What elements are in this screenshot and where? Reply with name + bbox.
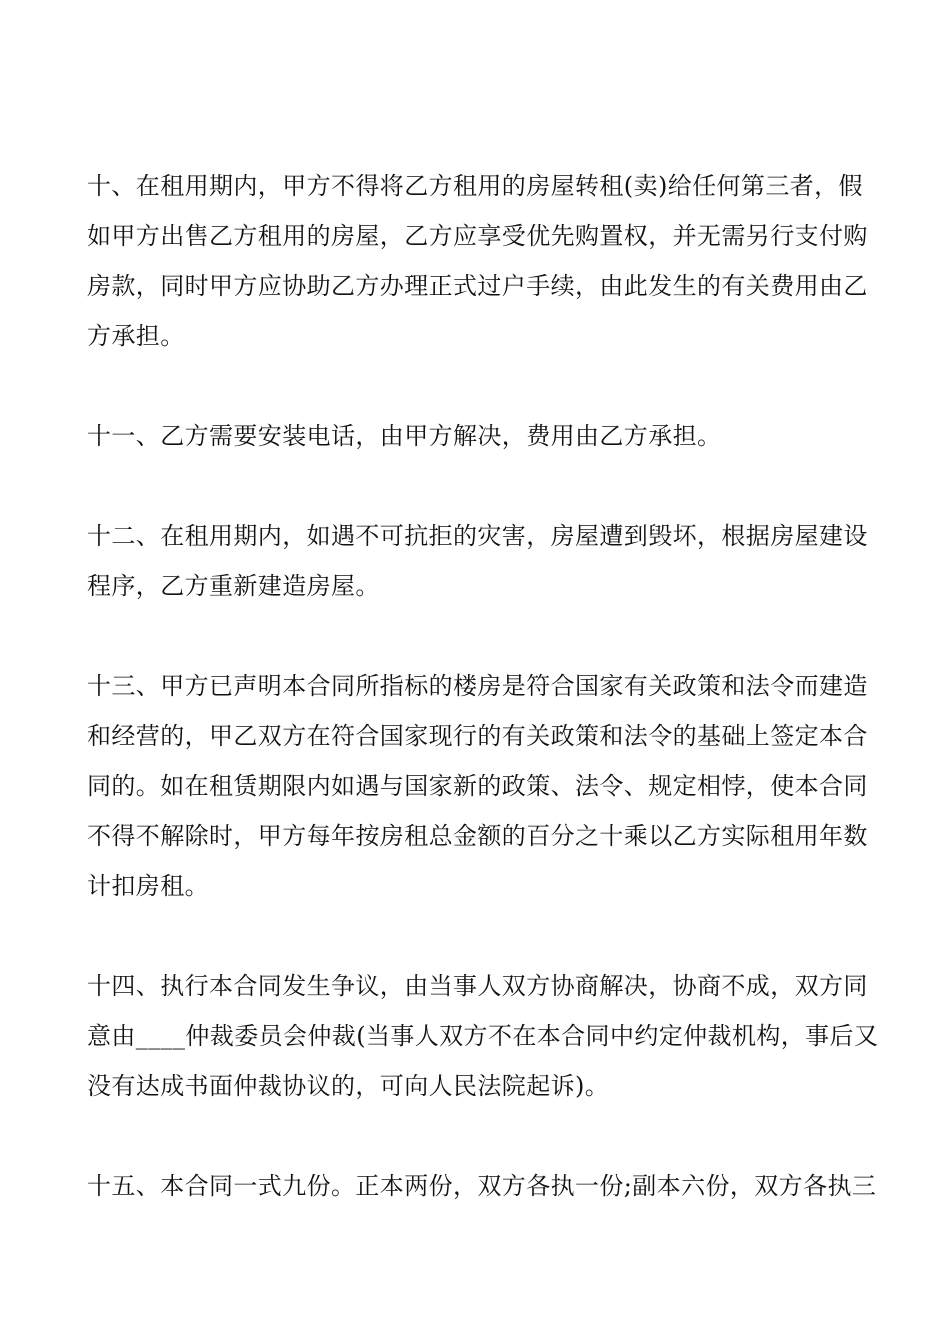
clause-line: 十二、在租用期内，如遇不可抗拒的灾害，房屋遭到毁坏，根据房屋建设 — [87, 522, 868, 550]
clause-12-paragraph — [87, 511, 867, 611]
clause-14-paragraph — [87, 961, 879, 1111]
clause-line: 房款，同时甲方应协助乙方办理正式过户手续，由此发生的有关费用由乙 — [87, 272, 868, 300]
clause-line: 没有达成书面仲裁协议的，可向人民法院起诉)。 — [87, 1072, 610, 1100]
clause-line: 不得不解除时，甲方每年按房租总金额的百分之十乘以乙方实际租用年数 — [87, 822, 868, 850]
clause-line: 方承担。 — [87, 322, 185, 350]
clause-line: 意由____仲裁委员会仲裁(当事人双方不在本合同中约定仲裁机构，事后又 — [87, 1022, 879, 1050]
clause-10-paragraph — [87, 161, 867, 361]
clause-line: 同的。如在租赁期限内如遇与国家新的政策、法令、规定相悖，使本合同 — [87, 772, 868, 800]
clause-line: 计扣房租。 — [87, 872, 209, 900]
clause-line: 程序，乙方重新建造房屋。 — [87, 572, 380, 600]
clause-11-paragraph — [87, 411, 867, 461]
clause-13-paragraph — [87, 661, 867, 911]
clause-line: 十五、本合同一式九份。正本两份，双方各执一份;副本六份，双方各执三 — [87, 1172, 877, 1200]
clause-line: 如甲方出售乙方租用的房屋，乙方应享受优先购置权，并无需另行支付购 — [87, 222, 868, 250]
clause-15-paragraph — [87, 1161, 877, 1211]
clause-line: 十三、甲方已声明本合同所指标的楼房是符合国家有关政策和法令而建造 — [87, 672, 868, 700]
clause-line: 和经营的，甲乙双方在符合国家现行的有关政策和法令的基础上签定本合 — [87, 722, 868, 750]
clause-line: 十、在租用期内，甲方不得将乙方租用的房屋转租(卖)给任何第三者，假 — [87, 172, 863, 200]
clause-line: 十一、乙方需要安装电话，由甲方解决，费用由乙方承担。 — [87, 422, 722, 450]
clause-line: 十四、执行本合同发生争议，由当事人双方协商解决，协商不成，双方同 — [87, 972, 868, 1000]
